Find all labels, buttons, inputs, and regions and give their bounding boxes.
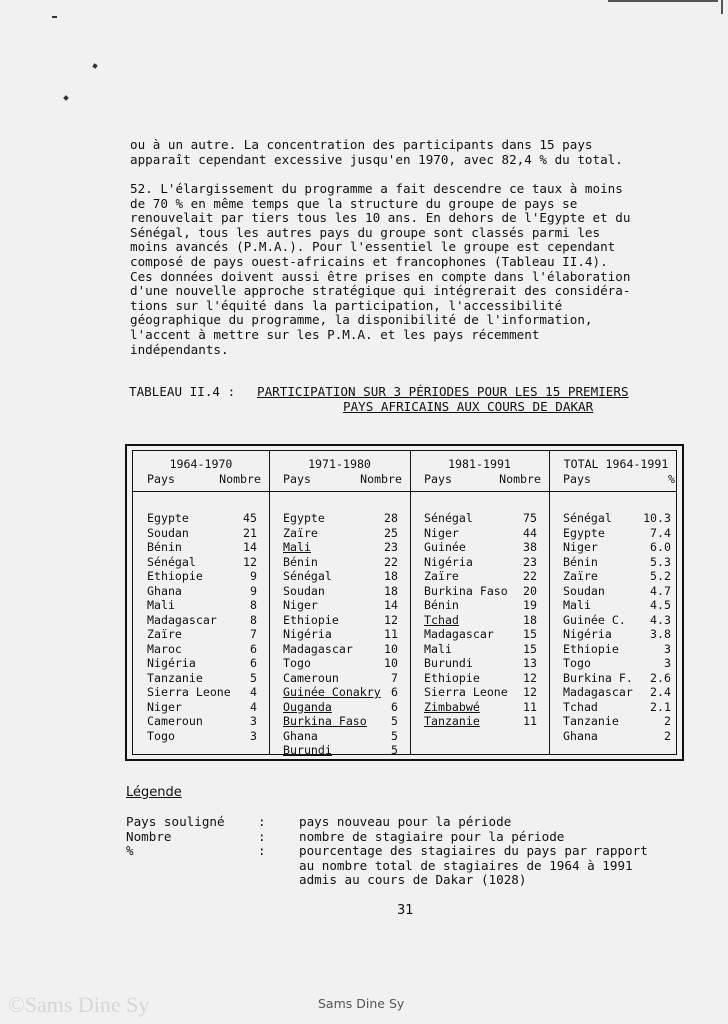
country-name: Egypte <box>147 511 189 525</box>
country-value: 4 <box>250 699 257 714</box>
text-line: ou à un autre. La concentration des participants dans 15 pays <box>130 137 593 152</box>
country-value: 3 <box>664 656 671 670</box>
country-value: 3 <box>250 714 257 728</box>
text-line: composé de pays ouest-africains et francophones (Tableau II.4). <box>130 253 608 269</box>
country-value: 28 <box>384 511 398 525</box>
country-value: 23 <box>523 554 537 569</box>
table-caption <box>129 385 235 400</box>
country-name: Guinée C. <box>563 612 626 627</box>
country-value: 9 <box>250 569 257 583</box>
text-line: de 70 % en même temps que la structure du groupe de pays se <box>130 195 578 211</box>
country-value: 3 <box>664 641 671 656</box>
page-number: 31 <box>397 903 414 918</box>
country-name: Niger <box>283 598 318 612</box>
column-period: TOTAL 1964-1991 <box>563 457 669 471</box>
country-name: Nigéria <box>563 627 612 641</box>
country-name: Cameroun <box>283 670 339 685</box>
caption-title-line1: PARTICIPATION SUR 3 PÉRIODES POUR LES 15 PREMIERS <box>257 384 629 399</box>
country-name: Mali <box>424 641 452 656</box>
country-value: 18 <box>384 569 398 583</box>
country-name: Bénin <box>147 540 182 554</box>
country-name: Ghana <box>283 728 318 743</box>
country-name: Zaïre <box>283 525 318 540</box>
country-value: 21 <box>243 525 257 540</box>
country-name: Ethiopie <box>283 612 339 627</box>
country-name: Sénégal <box>147 554 196 569</box>
text-line: moins avancés (P.M.A.). Pour l'essentiel le groupe est cependant <box>130 239 616 255</box>
legend-title: Légende <box>126 785 182 800</box>
column-header-value: % <box>668 472 675 486</box>
country-name: Niger <box>563 540 598 554</box>
country-value: 45 <box>243 511 257 525</box>
country-value: 44 <box>523 525 537 540</box>
country-value: 6.0 <box>650 540 671 554</box>
country-name: Tchad <box>563 699 598 714</box>
country-value: 2.1 <box>650 699 671 714</box>
legend-separator: : <box>258 843 266 859</box>
legend-separator: : <box>258 814 266 829</box>
country-value: 4.7 <box>650 583 671 598</box>
country-value: 4.5 <box>650 598 671 612</box>
header-divider <box>133 491 676 492</box>
legend-term: Nombre <box>126 828 172 844</box>
country-name: Mali <box>283 540 311 554</box>
country-name: Burkina Faso <box>283 714 367 728</box>
column-header-value: Nombre <box>219 472 261 486</box>
country-value: 9 <box>250 583 257 598</box>
country-value: 5.2 <box>650 569 671 583</box>
column-period: 1971-1980 <box>308 457 371 471</box>
country-name: Ethiopie <box>563 641 619 656</box>
country-value: 6 <box>391 699 398 714</box>
column-header-pays: Pays <box>424 472 452 486</box>
country-value: 11 <box>384 627 398 641</box>
text-line: géographique du programme, la disponibilité de l'information, <box>130 312 593 328</box>
country-value: 14 <box>384 598 398 612</box>
country-name: Niger <box>147 699 182 714</box>
column-divider <box>410 451 411 754</box>
country-value: 23 <box>384 540 398 554</box>
country-name: Ouganda <box>283 699 332 714</box>
country-value: 5.3 <box>650 554 671 569</box>
legend-description: au nombre total de stagiaires de 1964 à 1991 <box>299 857 633 873</box>
country-name: Soudan <box>563 583 605 598</box>
country-value: 38 <box>523 540 537 554</box>
country-value: 5 <box>250 670 257 685</box>
country-value: 18 <box>384 583 398 598</box>
country-value: 4.3 <box>650 612 671 627</box>
paragraph-52 <box>130 182 690 357</box>
legend-description: nombre de stagiaire pour la période <box>299 828 565 844</box>
column-divider <box>549 451 550 754</box>
country-name: Mali <box>563 598 591 612</box>
column-header-value: Nombre <box>499 472 541 486</box>
country-value: 11 <box>523 714 537 728</box>
column-header-pays: Pays <box>283 472 311 486</box>
country-value: 3 <box>250 728 257 743</box>
country-name: Sierra Leone <box>424 685 508 699</box>
country-value: 12 <box>523 685 537 699</box>
legend-term: % <box>126 843 134 859</box>
country-value: 75 <box>523 511 537 525</box>
country-value: 11 <box>523 699 537 714</box>
country-value: 7 <box>250 627 257 641</box>
country-value: 6 <box>250 656 257 670</box>
country-value: 6 <box>391 685 398 699</box>
country-name: Bénin <box>424 598 459 612</box>
column-period: 1964-1970 <box>169 457 233 471</box>
caption-title-line2: PAYS AFRICAINS AUX COURS DE DAKAR <box>343 399 594 414</box>
country-name: Soudan <box>147 525 189 540</box>
country-value: 22 <box>384 554 398 569</box>
text-line: tions sur l'équité dans la participation, l'accessibilité <box>130 297 563 313</box>
country-name: Nigéria <box>424 554 473 569</box>
country-name: Mali <box>147 598 175 612</box>
text-line: l'accent à mettre sur les P.M.A. et les pays récemment <box>130 326 540 342</box>
country-value: 18 <box>523 612 537 627</box>
column-period: 1981-1991 <box>448 457 511 471</box>
text-line: Ces données doivent aussi être prises en compte dans l'élaboration <box>130 268 631 284</box>
country-value: 13 <box>523 656 537 670</box>
country-value: 12 <box>523 670 537 685</box>
country-name: Zaïre <box>147 627 182 641</box>
scan-mark <box>721 0 723 14</box>
country-value: 15 <box>523 641 537 656</box>
country-value: 12 <box>243 554 257 569</box>
scan-mark <box>92 63 97 68</box>
country-name: Sierra Leone <box>147 685 231 699</box>
column-header-value: Nombre <box>360 472 402 486</box>
country-name: Nigéria <box>147 656 196 670</box>
country-value: 4 <box>250 685 257 699</box>
legend-description: pays nouveau pour la période <box>299 814 512 829</box>
country-name: Tanzanie <box>424 714 480 728</box>
country-value: 20 <box>523 583 537 598</box>
table-grid <box>132 450 677 755</box>
legend-separator: : <box>258 828 266 844</box>
country-value: 2.6 <box>650 670 671 685</box>
country-name: Ethiopie <box>424 670 480 685</box>
column-header-pays: Pays <box>563 472 591 486</box>
scan-mark <box>608 0 718 2</box>
country-value: 8 <box>250 612 257 627</box>
text-line: apparaît cependant excessive jusqu'en 1970, avec 82,4 % du total. <box>130 151 623 167</box>
legend-description: pourcentage des stagiaires du pays par rapport <box>299 843 648 859</box>
caption-prefix: TABLEAU II.4 : <box>129 384 236 399</box>
country-name: Tchad <box>424 612 459 627</box>
legend-description: admis au cours de Dakar (1028) <box>299 872 527 888</box>
text-line: 52. L'élargissement du programme a fait descendre ce taux à moins <box>130 181 623 196</box>
country-value: 2.4 <box>650 685 671 699</box>
country-name: Burkina F. <box>563 670 633 685</box>
country-name: Maroc <box>147 641 182 656</box>
country-name: Egypte <box>563 525 605 540</box>
participation-table <box>125 444 684 761</box>
country-value: 2 <box>664 714 671 728</box>
country-name: Madagascar <box>563 685 633 699</box>
country-value: 6 <box>250 641 257 656</box>
country-value: 3.8 <box>650 627 671 641</box>
scan-mark <box>63 95 69 101</box>
country-value: 7.4 <box>650 525 671 540</box>
watermark: ©Sams Dine Sy <box>8 992 150 1017</box>
text-line: d'une nouvelle approche stratégique qui intégrerait des considéra- <box>130 283 631 299</box>
country-value: 10.3 <box>643 511 671 525</box>
footer-author: Sams Dine Sy <box>318 996 405 1011</box>
country-value: 15 <box>523 627 537 641</box>
country-name: Burundi <box>283 743 332 757</box>
country-name: Ghana <box>147 583 182 598</box>
country-name: Cameroun <box>147 714 203 728</box>
country-value: 19 <box>523 598 537 612</box>
country-name: Togo <box>147 728 175 743</box>
text-line: indépendants. <box>130 341 229 357</box>
country-name: Ghana <box>563 728 598 743</box>
legend-term: Pays souligné <box>126 814 225 829</box>
country-value: 10 <box>384 641 398 656</box>
country-value: 22 <box>523 569 537 583</box>
country-name: Nigéria <box>283 627 332 641</box>
country-name: Togo <box>563 656 591 670</box>
country-value: 8 <box>250 598 257 612</box>
country-name: Sénégal <box>424 511 473 525</box>
country-name: Madagascar <box>283 641 353 656</box>
country-name: Bénin <box>563 554 598 569</box>
country-name: Soudan <box>283 583 325 598</box>
country-name: Egypte <box>283 511 325 525</box>
country-name: Madagascar <box>424 627 494 641</box>
intro-paragraph <box>130 138 690 167</box>
country-name: Sénégal <box>563 511 612 525</box>
country-name: Ethiopie <box>147 569 203 583</box>
scan-mark <box>52 16 57 18</box>
country-name: Madagascar <box>147 612 217 627</box>
country-name: Tanzanie <box>147 670 203 685</box>
country-value: 12 <box>384 612 398 627</box>
column-divider <box>269 451 270 754</box>
country-value: 5 <box>391 714 398 728</box>
text-line: Sénégal, tous les autres pays du groupe sont classés parmi les <box>130 224 601 240</box>
country-name: Sénégal <box>283 569 332 583</box>
country-name: Togo <box>283 656 311 670</box>
country-name: Zaïre <box>563 569 598 583</box>
column-header-pays: Pays <box>147 472 175 486</box>
country-name: Guinée <box>424 540 466 554</box>
country-name: Guinée Conakry <box>283 685 381 699</box>
country-name: Tanzanie <box>563 714 619 728</box>
text-line: renouvelait par tiers tous les 10 ans. En dehors de l'Egypte et du <box>130 210 631 226</box>
country-value: 5 <box>391 743 398 757</box>
country-name: Burkina Faso <box>424 583 508 598</box>
country-value: 2 <box>664 728 671 743</box>
country-value: 7 <box>391 670 398 685</box>
country-value: 25 <box>384 525 398 540</box>
country-name: Niger <box>424 525 459 540</box>
country-name: Zaïre <box>424 569 459 583</box>
country-name: Zimbabwé <box>424 699 480 714</box>
country-name: Burundi <box>424 656 473 670</box>
country-value: 14 <box>243 540 257 554</box>
country-value: 10 <box>384 656 398 670</box>
country-value: 5 <box>391 728 398 743</box>
country-name: Bénin <box>283 554 318 569</box>
